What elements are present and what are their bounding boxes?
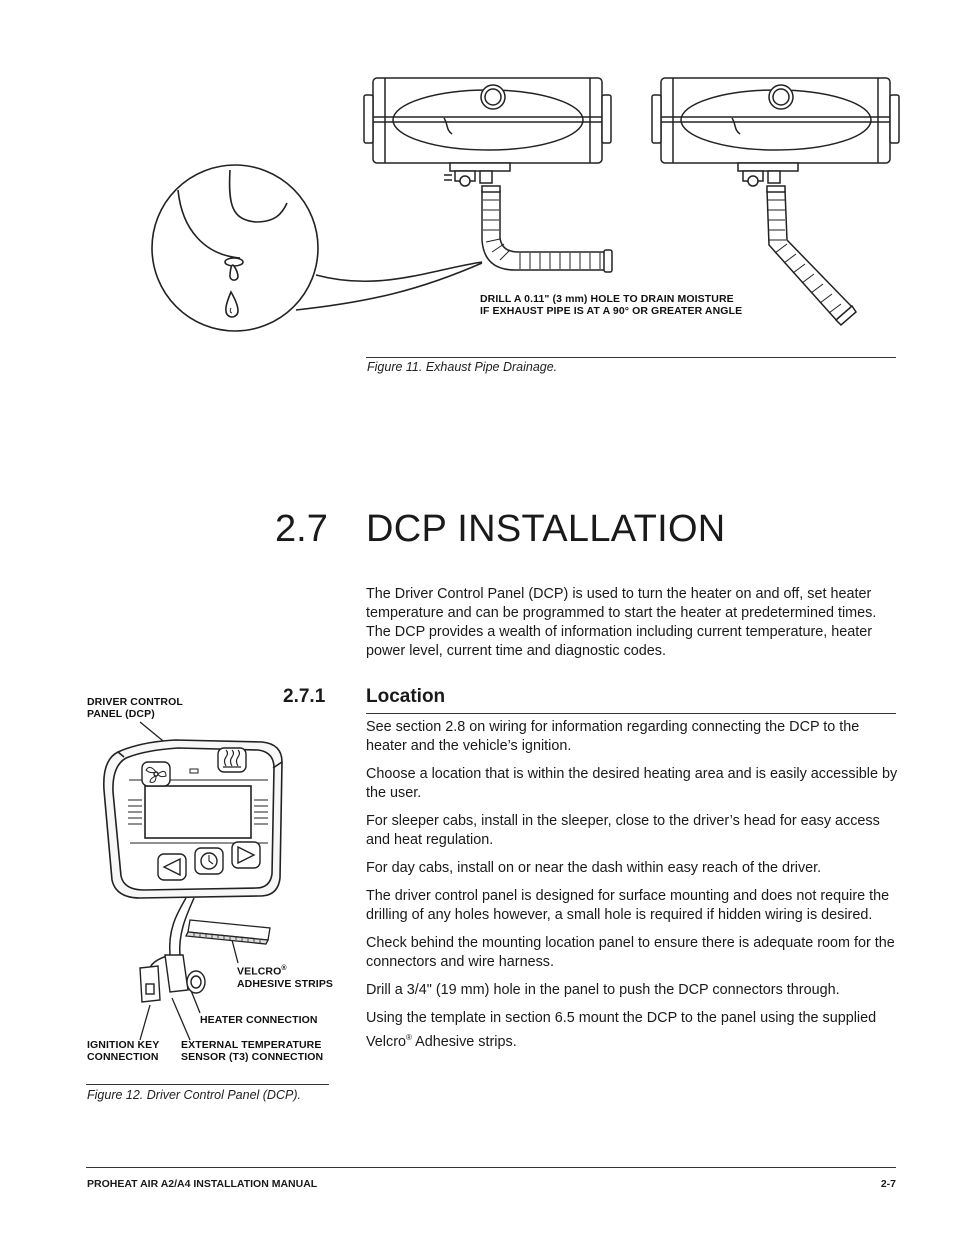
location-paragraph-7: Drill a 3/4" (19 mm) hole in the panel to push the DCP connectors through. (366, 982, 840, 998)
heat-icon (218, 748, 246, 772)
velcro-word: VELCRO (237, 965, 282, 978)
figure-12-rule (86, 1084, 329, 1085)
drain-callout-line2: IF EXHAUST PIPE IS AT A 90° OR GREATER ANGLE (480, 305, 743, 317)
intro-paragraph: The Driver Control Panel (DCP) is used to turn the heater on and off, set heater temperature and can be programmed to start the heater at predetermined times. The DCP provides a wealth of information including current temperature, heater power level, current time and diagnostic codes. (366, 586, 877, 659)
footer-rule (86, 1167, 896, 1168)
dcp-label-line1: DRIVER CONTROL (87, 696, 183, 708)
registered-mark: ® (406, 1033, 412, 1042)
location-paragraph-2: Choose a location that is within the desired heating area and is easily accessible by the user. (366, 766, 898, 801)
velcro-registered-mark: ® (281, 965, 287, 972)
location-paragraph-4: For day cabs, install on or near the dash within easy reach of the driver. (366, 860, 822, 876)
figure-11-rule (366, 357, 896, 358)
ignition-key-label (87, 1039, 159, 1063)
subsection-title: Location (366, 686, 446, 707)
velcro-label-line1 (237, 963, 333, 978)
temperature-sensor-label (181, 1039, 323, 1063)
last-paragraph-suffix: Adhesive strips. (411, 1033, 517, 1050)
subsection-rule (366, 713, 896, 714)
section-number: 2.7 (275, 508, 328, 550)
figure-11-illustration (0, 0, 954, 340)
heater-left (364, 78, 611, 186)
figure-11-caption: Figure 11. Exhaust Pipe Drainage. (367, 360, 558, 374)
subsection-number: 2.7.1 (283, 686, 326, 707)
drain-hole-detail (152, 165, 482, 331)
location-paragraph-8 (366, 1009, 898, 1052)
figure-12-illustration (0, 690, 340, 1070)
velcro-strip (186, 920, 270, 944)
dcp-label (87, 696, 183, 720)
clock-icon (195, 848, 223, 874)
section-title: DCP INSTALLATION (366, 508, 726, 550)
right-arrow-icon (232, 842, 260, 868)
last-paragraph-prefix: Using the template in section 6.5 mount the DCP to the panel using the supplied Velcro (366, 1010, 877, 1050)
heater-connection-label: HEATER CONNECTION (200, 1014, 318, 1026)
exhaust-pipe-90 (482, 186, 612, 272)
location-paragraph-6: Check behind the mounting location panel to ensure there is adequate room for the connectors and wire harness. (366, 935, 895, 970)
drain-callout-line1: DRILL A 0.11" (3 mm) HOLE TO DRAIN MOISTURE (480, 293, 734, 305)
ignition-label-line2: CONNECTION (87, 1051, 159, 1063)
velcro-label-line2: ADHESIVE STRIPS (237, 977, 334, 990)
dcp-label-line2: PANEL (DCP) (87, 708, 155, 720)
heater-connector (165, 955, 205, 993)
footer-manual-title: PROHEAT AIR A2/A4 INSTALLATION MANUAL (87, 1178, 318, 1190)
dcp-body (104, 740, 282, 898)
left-arrow-icon (158, 854, 186, 880)
exhaust-pipe-angled (767, 186, 856, 325)
location-paragraph-3: For sleeper cabs, install in the sleeper, close to the driver’s head for easy access and heat regulation. (366, 813, 880, 848)
subsection-body (366, 718, 898, 1061)
velcro-label (237, 963, 333, 990)
drain-hole-callout (480, 293, 742, 317)
temp-label-line2: SENSOR (T3) CONNECTION (181, 1051, 324, 1063)
fan-icon (142, 762, 170, 786)
heater-right (652, 78, 899, 186)
ignition-connector (140, 966, 160, 1002)
ignition-label-line1: IGNITION KEY (87, 1039, 160, 1051)
figure-12-caption: Figure 12. Driver Control Panel (DCP). (87, 1088, 301, 1102)
section-intro (366, 585, 898, 670)
footer-page-number: 2-7 (880, 1178, 896, 1190)
location-paragraph-5: The driver control panel is designed for surface mounting and does not require the drilling of any holes however, a small hole is required if hidden wiring is desired. (366, 888, 890, 923)
temp-label-line1: EXTERNAL TEMPERATURE (181, 1039, 322, 1051)
location-paragraph-1: See section 2.8 on wiring for information regarding connecting the DCP to the heater and the vehicle’s ignition. (366, 719, 860, 754)
